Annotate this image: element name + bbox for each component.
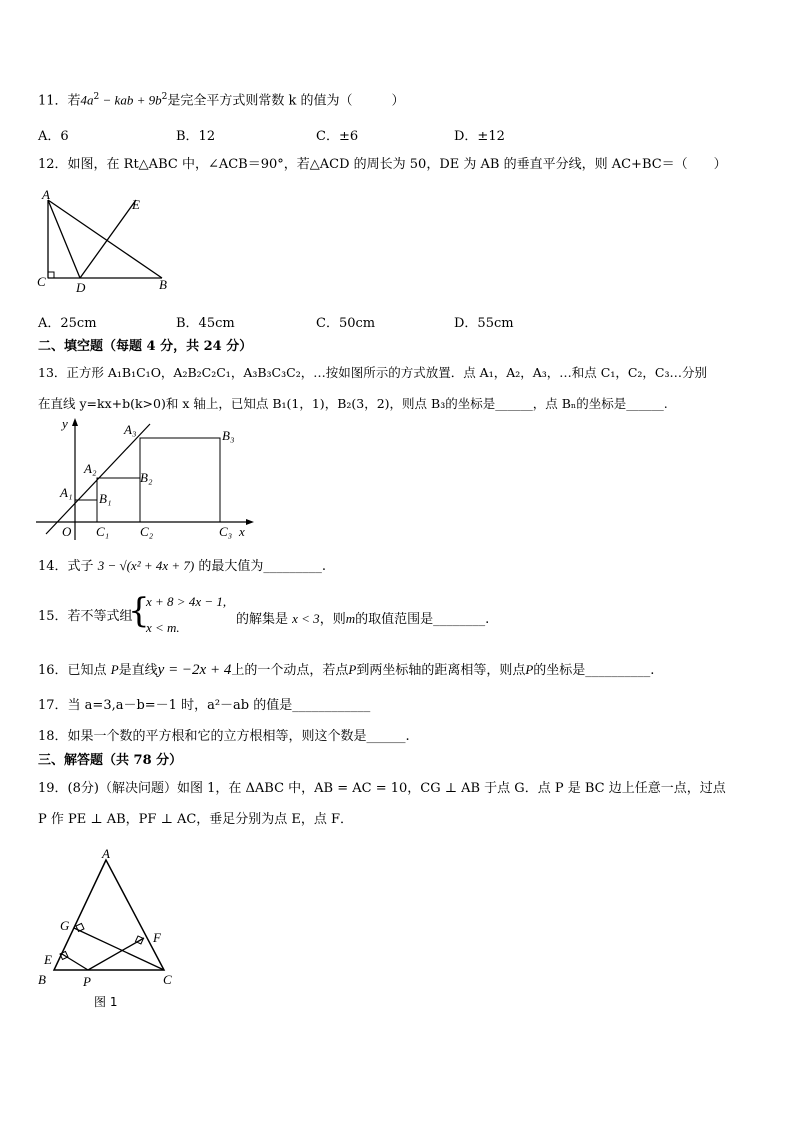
- q12-option-a: A．25cm: [38, 316, 97, 331]
- q13-label-a2: A₂: [84, 461, 97, 476]
- q11-expr-mid: − kab + 9b: [99, 92, 162, 108]
- q13-label-b2: B₂: [140, 470, 153, 485]
- q13-line2: 在直线 y=kx+b(k>0)和 x 轴上，已知点 B₁(1，1)，B₂(3，2)，则点 B₃的坐标是______，点 Bₙ的坐标是______.: [38, 396, 668, 411]
- section-3-heading: 三、解答题（共 78 分）: [38, 753, 183, 768]
- q12-label-d: D: [76, 280, 86, 292]
- q14-stem: [38, 557, 326, 576]
- q13-label-c2: C₂: [140, 524, 154, 539]
- q15-suffix-b: ，则: [319, 612, 346, 627]
- q16-mid3: 到两坐标轴的距离相等，则点: [356, 663, 526, 678]
- q11-stem: 11．若$4a^2$ − kab + $9b^2$是完全平方式则常数 k 的值为（ ）: [38, 92, 405, 109]
- q19-label-p: P: [83, 974, 91, 989]
- q16-mid2: 上的一个动点，若点: [231, 663, 349, 678]
- q11-prefix: 11．若: [38, 93, 81, 109]
- q15-row1: x + 8 > 4x − 1,: [146, 594, 227, 609]
- q16-p2: P: [348, 662, 357, 677]
- q11-option-c: C．±6: [316, 129, 359, 144]
- q13-label-o: O: [62, 524, 72, 539]
- q19-line1: 19．(8分)（解决问题）如图 1，在 ΔABC 中，AB = AC = 10，CG ⊥ AB 于点 G．点 P 是 BC 边上任意一点，过点: [38, 781, 726, 796]
- q12-option-d: D．55cm: [454, 316, 514, 331]
- q15-prefix: 15．若不等式组: [38, 609, 133, 624]
- q19-line2: P 作 PE ⊥ AB，PF ⊥ AC，垂足分别为点 E，点 F．: [38, 812, 354, 827]
- q16-mid1: 是直线: [118, 663, 158, 678]
- q15-brace: {: [128, 591, 150, 631]
- q15-condition: [236, 608, 489, 627]
- q15-suffix-a: 的解集是: [236, 612, 293, 627]
- q12-option-c: C．50cm: [316, 316, 376, 331]
- q15-cond: x < 3: [292, 611, 320, 626]
- q16-stem: [38, 661, 654, 680]
- q16-prefix: 16．已知点: [38, 663, 111, 678]
- q19-label-g: G: [60, 918, 70, 933]
- q12-label-c: C: [37, 274, 46, 289]
- q19-label-f: F: [153, 930, 161, 945]
- q15-suffix-c: 的取值范围是________.: [355, 612, 490, 627]
- q13-label-y: y: [62, 416, 68, 431]
- q15-var: m: [345, 611, 356, 626]
- q13-figure: [36, 416, 266, 544]
- q19-label-e: E: [44, 952, 52, 967]
- q16-mid4: 的坐标是__________.: [533, 663, 655, 678]
- q12-stem: 12．如图，在 Rt△ABC 中，∠ACB＝90°，若△ACD 的周长为 50，DE 为 AB 的垂直平分线，则 AC+BC＝（ ）: [38, 157, 727, 172]
- q18-stem: 18．如果一个数的平方根和它的立方根相等，则这个数是______.: [38, 729, 410, 744]
- q12-label-e: E: [132, 197, 140, 212]
- q13-label-b1: B₁: [99, 491, 112, 506]
- q16-p1: P: [110, 662, 119, 677]
- q16-p3: P: [525, 662, 534, 677]
- q13-label-a1: A₁: [60, 485, 73, 500]
- q17-stem: 17．当 a=3,a－b=－1 时，a²－ab 的值是____________: [38, 698, 371, 713]
- q11-expr-a: 4a: [80, 92, 94, 108]
- q19-caption: 图 1: [94, 995, 118, 1009]
- q13-label-c1: C₁: [96, 524, 110, 539]
- q11-option-a: A．6: [38, 129, 69, 144]
- q12-label-b: B: [159, 277, 167, 292]
- q19-label-a: A: [102, 846, 110, 861]
- q12-option-b: B．45cm: [176, 316, 235, 331]
- q11-option-b: B．12: [176, 129, 216, 144]
- q14-prefix: 14．式子: [38, 559, 98, 574]
- q11-suffix: 是完全平方式则常数 k 的值为（ ）: [167, 93, 405, 109]
- q14-suffix: 的最大值为_________.: [194, 559, 327, 574]
- q15-row2: x < m.: [146, 620, 180, 635]
- q19-label-b: B: [38, 972, 46, 987]
- q19-label-c: C: [163, 972, 172, 987]
- q13-line1: 13．正方形 A₁B₁C₁O，A₂B₂C₂C₁，A₃B₃C₃C₂，…按如图所示的方式放置．点 A₁，A₂，A₃，…和点 C₁，C₂，C₃…分别: [38, 365, 707, 380]
- q16-line: y = −2x + 4: [157, 662, 232, 678]
- q13-label-b3: B₃: [222, 428, 235, 443]
- q14-expression: 3 − √(x² + 4x + 7): [97, 558, 195, 573]
- q12-figure: [36, 186, 186, 292]
- q13-label-a3: A₃: [124, 422, 137, 437]
- section-2-heading: 二、填空题（每题 4 分，共 24 分）: [38, 339, 253, 354]
- q19-figure: [36, 846, 186, 1016]
- q13-label-x: x: [239, 524, 245, 539]
- q12-label-a: A: [42, 187, 50, 202]
- q13-label-c3: C₃: [219, 524, 233, 539]
- q11-option-d: D．±12: [454, 129, 505, 144]
